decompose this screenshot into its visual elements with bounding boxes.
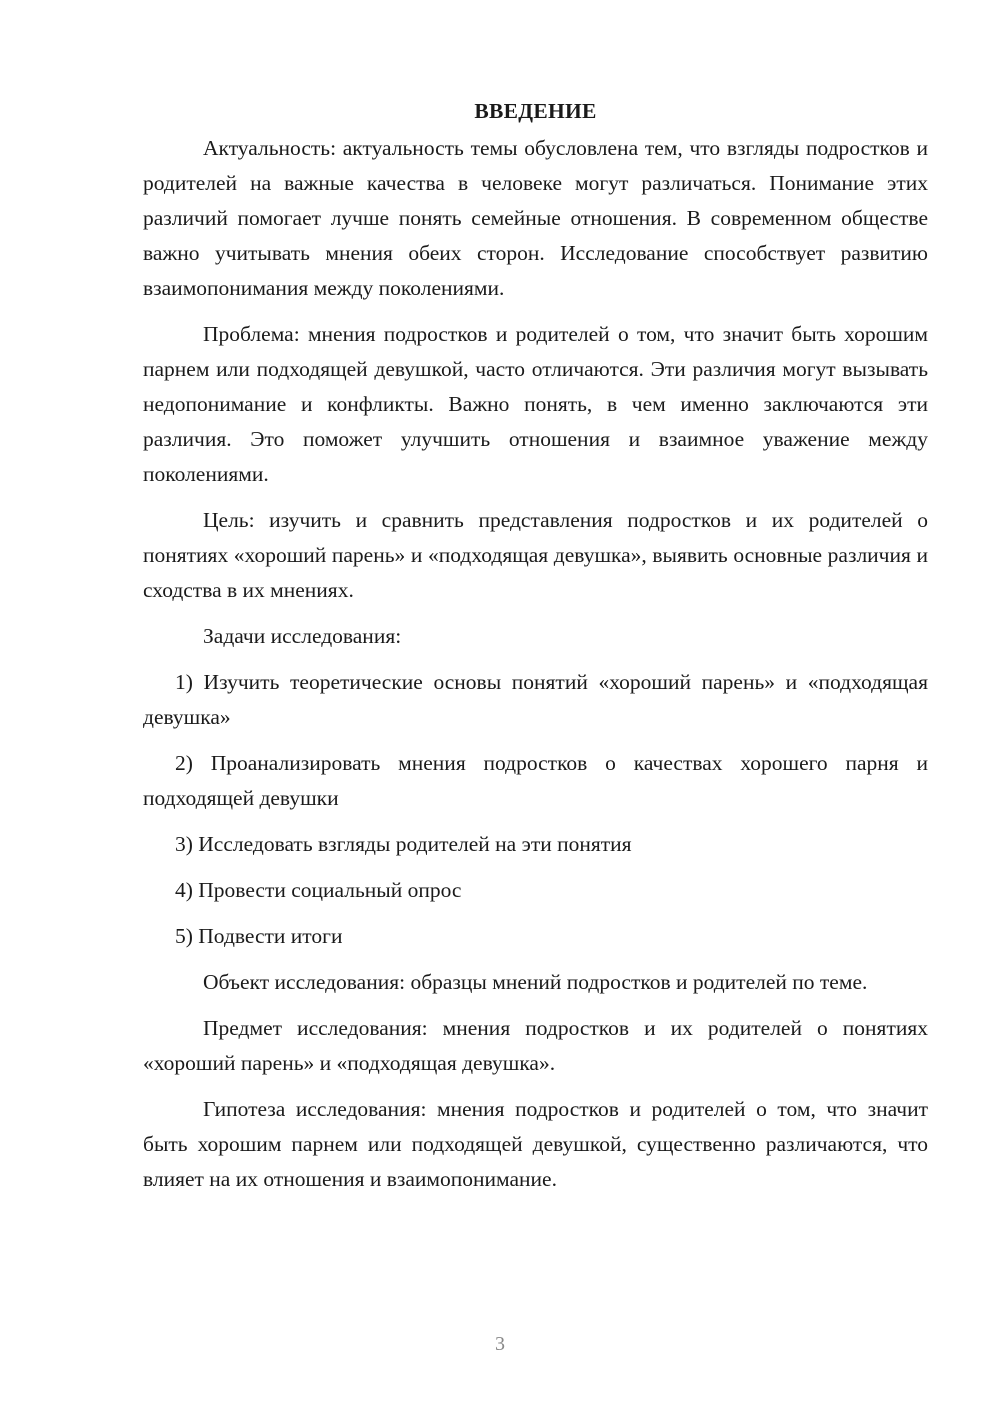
paragraph-hypothesis: Гипотеза исследования: мнения подростков и родителей о том, что значит быть хорошим парнем или подходящей девушкой, существенно различаются, что влияет на их отношения и взаимопонимание. [143, 1097, 928, 1191]
paragraph-subject: Предмет исследования: мнения подростков и их родителей о понятиях «хороший парень» и «подходящая девушка». [143, 1016, 928, 1075]
document-page [143, 96, 928, 1197]
list-item: 4) Провести социальный опрос [175, 878, 462, 902]
tasks-heading: Задачи исследования: [203, 624, 402, 648]
list-item: 1) Изучить теоретические основы понятий «хороший парень» и «подходящая девушка» [143, 670, 928, 729]
list-item: 5) Подвести итоги [175, 924, 343, 948]
list-item: 3) Исследовать взгляды родителей на эти понятия [175, 832, 632, 856]
list-item: 2) Проанализировать мнения подростков о качествах хорошего парня и подходящей девушки [143, 751, 928, 810]
paragraph-relevance: Актуальность: актуальность темы обусловлена тем, что взгляды подростков и родителей на важные качества в человеке могут различаться. Понимание этих различий помогает лучше понять семейные отношения. В современном обществе важно учитывать мнения обеих сторон. Исследование способствует развитию взаимопонимания между поколениями. [143, 136, 928, 300]
page-number: 3 [495, 1333, 505, 1355]
paragraph-goal: Цель: изучить и сравнить представления подростков и их родителей о понятиях «хороший парень» и «подходящая девушка», выявить основные различия и сходства в их мнениях. [143, 508, 928, 602]
tasks-list [143, 665, 928, 954]
paragraph-problem: Проблема: мнения подростков и родителей о том, что значит быть хорошим парнем или подходящей девушкой, часто отличаются. Эти различия могут вызывать недопонимание и конфликты. Важно понять, в чем именно заключаются эти различия. Это поможет улучшить отношения и взаимное уважение между поколениями. [143, 322, 928, 486]
section-heading: ВВЕДЕНИЕ [474, 99, 597, 123]
paragraph-object: Объект исследования: образцы мнений подростков и родителей по теме. [203, 970, 868, 994]
